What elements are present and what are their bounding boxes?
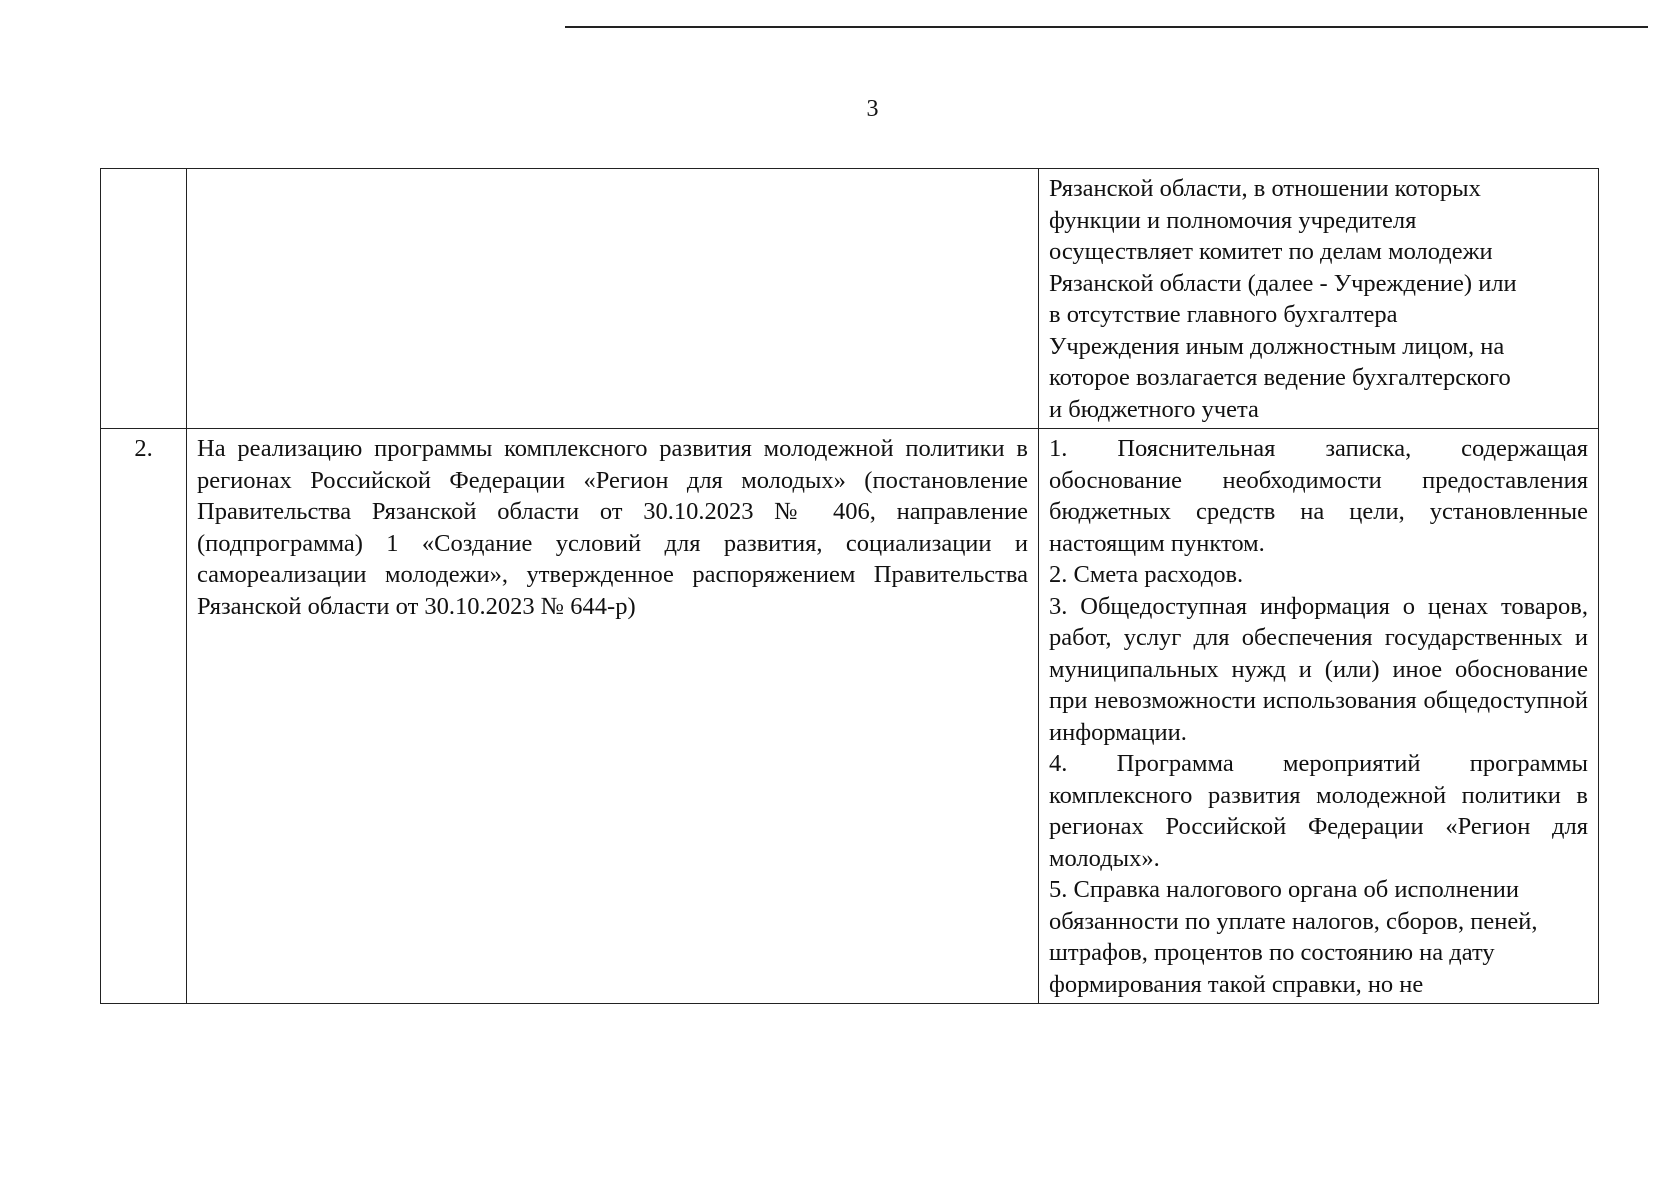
table-row (101, 169, 1599, 429)
document-item: 5. Справка налогового органа об исполнении обязанности по уплате налогов, сборов, пеней, штрафов, процентов по состоянию на дату формирования такой справки, но не (1049, 876, 1538, 998)
purpose-cell: На реализацию программы комплексного развития молодежной политики в регионах Российской Федерации «Регион для молодых» (постановление Правительства Рязанской области от 30.10.2023 № 406, направление (подпрограмма) 1 «Создание условий для развития, социализации и самореализации молодежи», утвержденное распоряжением Правительства Рязанской области от 30.10.2023 № 644-р) (187, 429, 1039, 1004)
documents-line: осуществляет комитет по делам молодежи (1049, 238, 1493, 265)
documents-line: в отсутствие главного бухгалтера (1049, 301, 1398, 328)
row-number-cell: 2. (101, 429, 187, 1004)
page-number: 3 (866, 96, 879, 122)
document-item: 2. Смета расходов. (1049, 561, 1244, 588)
table-row (101, 429, 1599, 1004)
documents-table (100, 168, 1599, 1004)
document-item: 1. Пояснительная записка, содержащая обоснование необходимости предоставления бюджетных средств на цели, установленные настоящим пунктом. (1049, 435, 1588, 557)
document-item: 4. Программа мероприятий программы комплексного развития молодежной политики в регионах Российской Федерации «Регион для молодых». (1049, 750, 1588, 872)
documents-line: функции и полномочия учредителя (1049, 206, 1417, 234)
documents-line: которое возлагается ведение бухгалтерского (1049, 364, 1511, 391)
documents-line: Учреждения иным должностным лицом, на (1049, 332, 1505, 360)
documents-cell (1039, 169, 1599, 429)
documents-line: Рязанской области (далее - Учреждение) или (1049, 269, 1517, 297)
documents-cell (1039, 429, 1599, 1004)
documents-line: и бюджетного учета (1049, 395, 1259, 423)
documents-line: Рязанской области, в отношении которых (1049, 175, 1481, 202)
header-rule (565, 26, 1648, 28)
document-item: 3. Общедоступная информация о ценах товаров, работ, услуг для обеспечения государственных и муниципальных нужд и (или) иное обоснование при невозможности использования общедоступной информации. (1049, 592, 1588, 746)
row-number-cell (101, 169, 187, 429)
purpose-cell (187, 169, 1039, 429)
